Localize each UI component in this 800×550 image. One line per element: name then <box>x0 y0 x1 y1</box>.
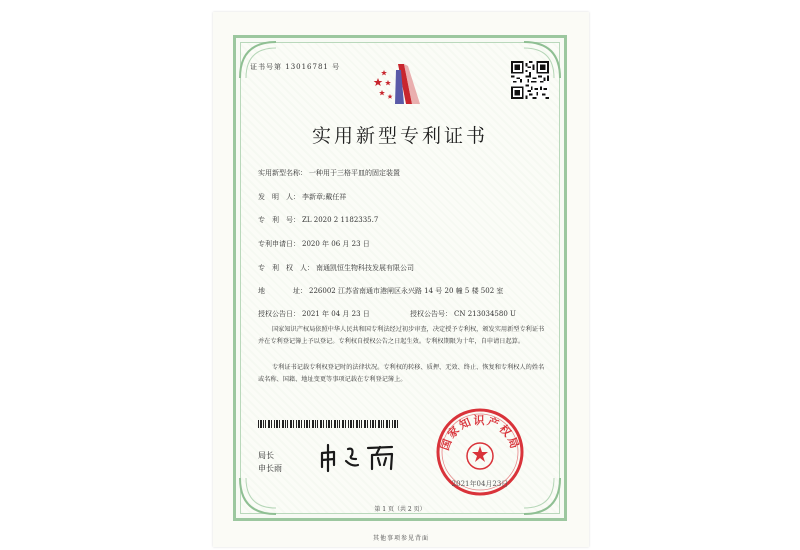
field-label: 地 址： <box>258 287 307 295</box>
field-inventor <box>258 192 346 202</box>
patent-office-emblem-icon <box>368 58 430 108</box>
footer-note: 其他事项参见背面 <box>372 535 429 542</box>
field-address <box>258 286 503 296</box>
legal-status-paragraph: 专利证书记载专利权登记时的法律状况。专利权的转移、质押、无效、终止、恢复和专利权人的姓名或名称、国籍、地址变更等事项记载在专利登记簿上。 <box>258 364 545 383</box>
seal-text: 国家知识产权局 <box>438 414 522 453</box>
field-patentee <box>258 263 414 273</box>
field-value: 一种用于三格平皿的固定装置 <box>309 169 400 177</box>
field-label: 专 利 权 人： <box>258 264 314 272</box>
svg-text:国家知识产权局 <box>437 413 521 452</box>
page-number: 第 1 页（共 2 页） <box>374 506 426 513</box>
seal-date: 2021年04月23日 <box>451 480 509 488</box>
signer-name: 申长雨 <box>258 464 282 473</box>
certificate-number-value: 13016781 <box>285 63 329 71</box>
field-grant-number <box>410 309 516 319</box>
field-grant-date <box>258 309 370 319</box>
field-label: 专利申请日： <box>258 240 300 248</box>
field-value: 南通凯恒生物科技发展有限公司 <box>316 264 414 272</box>
certificate-number-suffix: 号 <box>332 63 341 71</box>
qr-code <box>511 61 549 99</box>
certificate-title: 实用新型专利证书 <box>311 125 488 147</box>
field-label: 专 利 号： <box>258 216 300 224</box>
corner-ornament-top-left <box>236 38 280 82</box>
field-label: 实用新型名称： <box>258 169 307 177</box>
signer-title: 局长 <box>258 451 274 460</box>
field-label: 授权公告号： <box>410 310 452 318</box>
grant-statement-paragraph: 国家知识产权局依照中华人民共和国专利法经过初步审查，决定授予专利权，颁发实用新型专利证书并在专利登记簿上予以登记。专利权自授权公告之日起生效。专利权期限为十年，自申请日起算。 <box>258 326 545 345</box>
field-value: 226002 江苏省南通市港闸区永兴路 14 号 20 幢 5 楼 502 室 <box>309 287 504 295</box>
field-value: 李新章;戴任祥 <box>302 193 347 201</box>
field-value: 2020 年 06 月 23 日 <box>302 240 370 248</box>
certificate-number-label: 证书号第 <box>250 63 282 71</box>
barcode <box>258 420 398 428</box>
field-patent-number <box>258 215 378 225</box>
field-application-date <box>258 239 370 249</box>
certificate-number <box>250 62 340 72</box>
field-label: 授权公告日： <box>258 310 300 318</box>
field-utility-model-name <box>258 168 400 178</box>
field-value: 2021 年 04 月 23 日 <box>302 310 370 318</box>
field-value: CN 213034580 U <box>454 310 516 318</box>
handwritten-signature <box>318 443 400 473</box>
field-label: 发 明 人： <box>258 193 300 201</box>
field-value: ZL 2020 2 1182335.7 <box>302 216 379 224</box>
